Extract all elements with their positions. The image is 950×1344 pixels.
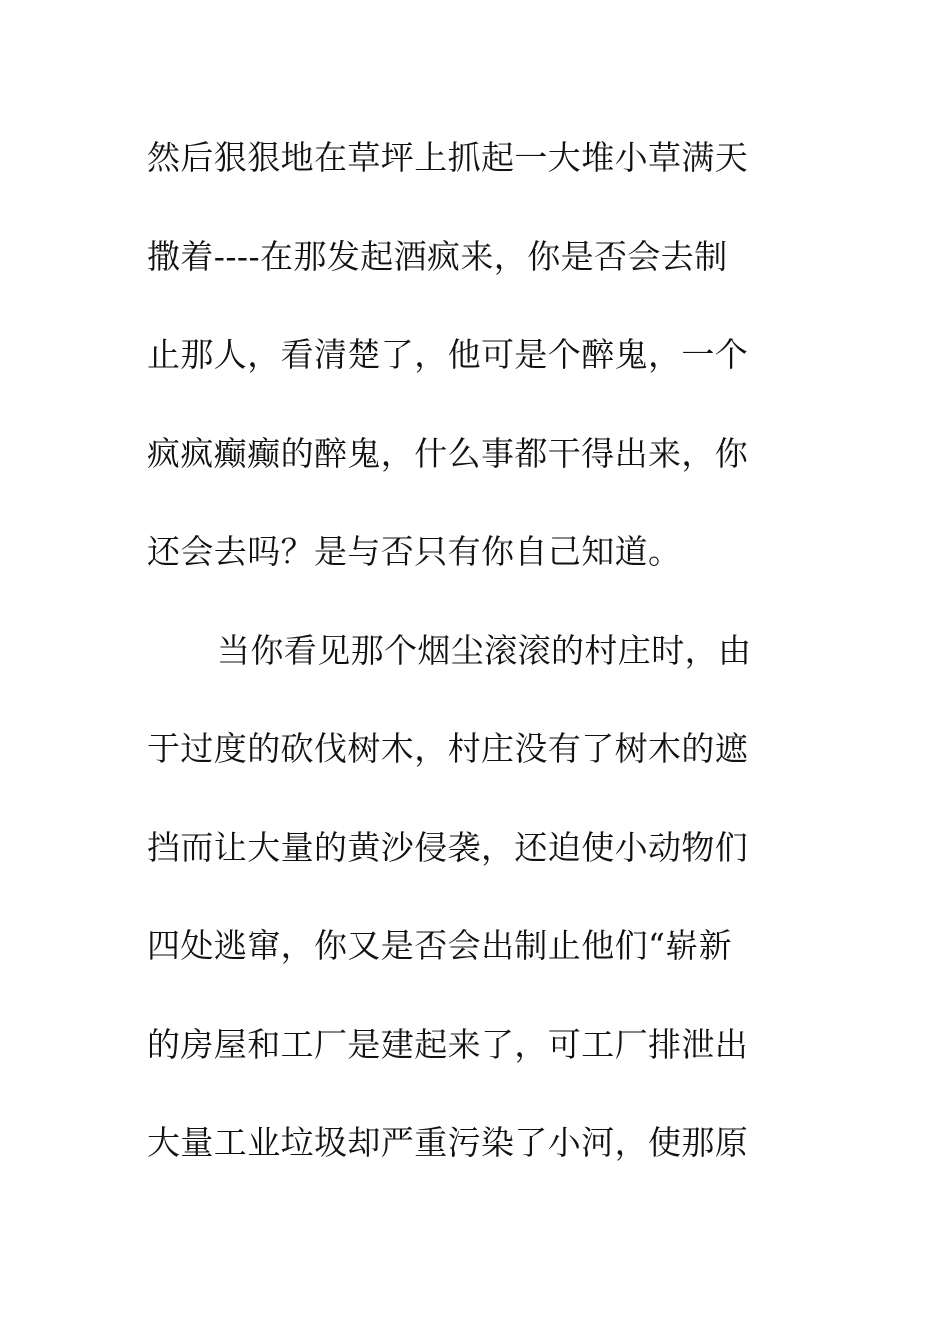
text-line: 还会去吗？是与否只有你自己知道。 — [147, 532, 682, 571]
text-line: 挡而让大量的黄沙侵袭，还迫使小动物们 — [147, 827, 749, 867]
text-line: 疯疯癫癫的醉鬼，什么事都干得出来，你 — [147, 433, 749, 473]
text-line: 于过度的砍伐树木，村庄没有了树木的遮 — [147, 729, 749, 768]
body-text — [147, 128, 787, 1212]
text-line: 大量工业垃圾却严重污染了小河，使那原 — [147, 1123, 749, 1162]
text-line: 止那人，看清楚了，他可是个醉鬼，一个 — [147, 335, 749, 374]
text-line: 的房屋和工厂是建起来了，可工厂排泄出 — [147, 1024, 749, 1064]
text-line: 然后狠狠地在草坪上抓起一大堆小草满天 — [147, 138, 749, 177]
paragraph-start-line: 当你看见那个烟尘滚滚的村庄时，由 — [217, 630, 752, 670]
text-line: 四处逃窜，你又是否会出制止他们“崭新 — [147, 926, 733, 965]
text-line: 撒着----在那发起酒疯来，你是否会去制 — [147, 236, 728, 276]
